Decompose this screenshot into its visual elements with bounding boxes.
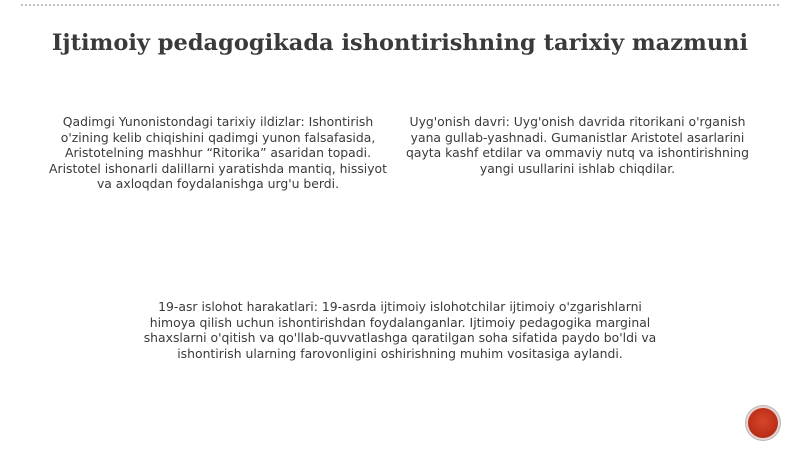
slide-title: Ijtimoiy pedagogikada ishontirishning tarixiy mazmuni xyxy=(51,30,749,56)
text-block-19th-century: 19-asr islohot harakatlari: 19-asrda ijtimoiy islohotchilar ijtimoiy o'zgarishlarni himoya qilish uchun ishontirishdan foydalanganlar. Ijtimoiy pedagogika marginal shaxslarni o'qitish va qo'llab-quvvatlashga qaratilgan soha sifatida paydo bo'ldi va ishontirish ularning farovonligini oshirishning muhim vositasiga aylandi. xyxy=(143,299,657,361)
next-slide-button[interactable] xyxy=(748,408,778,438)
text-block-ancient-greece: Qadimgi Yunonistondagi tarixiy ildizlar: Ishontirish o'zining kelib chiqishini qadimgi yunon falsafasida, Aristotelning mashhur “Ritorika” asaridan topadi. Aristotel ishonarli dalillarni yaratishda mantiq, hissiyot va axloqdan foydalanishga urg'u berdi. xyxy=(49,114,387,191)
dotted-top-border xyxy=(20,4,780,6)
text-block-renaissance: Uyg'onish davri: Uyg'onish davrida ritorikani o'rganish yana gullab-yashnadi. Gumanistlar Aristotel asarlarini qayta kashf etdilar va ommaviy nutq va ishontirishning yangi usullarini ishlab chiqdilar. xyxy=(406,114,749,176)
